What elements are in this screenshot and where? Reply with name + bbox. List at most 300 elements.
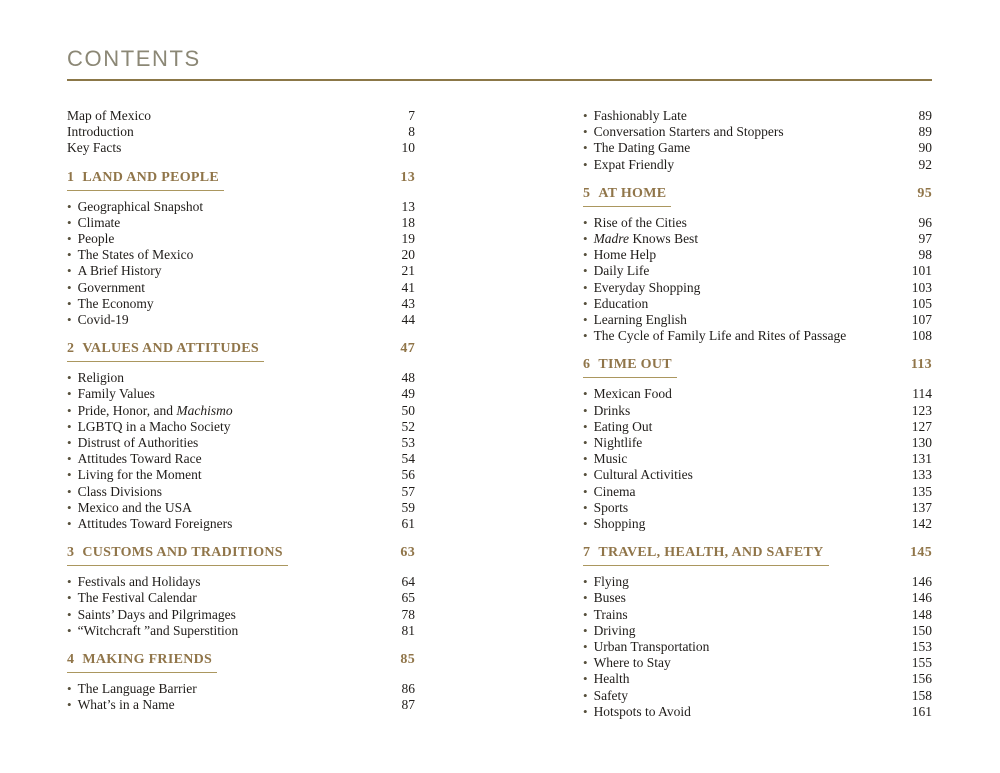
toc-item [67, 590, 415, 606]
toc-item-page: 87 [401, 697, 415, 713]
toc-item-page: 10 [401, 140, 415, 156]
toc-item-text: The Dating Game [593, 140, 691, 156]
toc-item [583, 296, 932, 312]
bullet-icon: • [67, 386, 72, 402]
toc-item-label [67, 386, 155, 402]
toc-item-page: 54 [401, 451, 415, 467]
section-header [67, 340, 415, 362]
toc-item-page: 146 [911, 574, 932, 590]
toc-item-label [67, 435, 198, 451]
toc-item [583, 215, 932, 231]
toc-item-label [583, 280, 700, 296]
toc-item-label [583, 157, 674, 173]
toc-item-page: 86 [401, 681, 415, 697]
toc-item-label [583, 639, 709, 655]
toc-item-text: Urban Transportation [593, 639, 710, 655]
toc-item-page: 131 [911, 451, 932, 467]
bullet-icon: • [583, 622, 588, 638]
toc-item-text: Everyday Shopping [593, 279, 701, 295]
toc-item-label [583, 435, 642, 451]
bullet-icon: • [583, 703, 588, 719]
section-items [583, 215, 932, 345]
toc-item-label [583, 623, 636, 639]
toc-item-label [67, 419, 231, 435]
toc-item-page: 92 [918, 156, 932, 172]
toc-item-label [67, 124, 134, 140]
toc-item [583, 451, 932, 467]
toc-item-label [67, 199, 203, 215]
toc-item-text: Conversation Starters and Stoppers [593, 124, 784, 140]
bullet-icon: • [583, 402, 588, 418]
toc-item-label [583, 590, 626, 606]
toc-item [67, 199, 415, 215]
title-rule [67, 79, 932, 81]
toc-section [67, 340, 415, 532]
bullet-icon: • [583, 279, 588, 295]
toc-item-text: Cinema [593, 483, 636, 499]
toc-item-label [583, 140, 690, 156]
toc-item-text: Introduction [67, 124, 134, 140]
bullet-icon: • [67, 402, 72, 418]
section-title: TRAVEL, HEALTH, AND SAFETY [598, 545, 824, 561]
section-header-text [67, 340, 264, 362]
bullet-icon: • [583, 231, 588, 247]
bullet-icon: • [67, 295, 72, 311]
toc-item [67, 312, 415, 328]
toc-item-text: Drinks [593, 402, 631, 418]
section-page: 113 [910, 357, 932, 373]
bullet-icon: • [583, 655, 588, 671]
toc-item [583, 403, 932, 419]
section-number: 6 [583, 357, 591, 373]
toc-item-label [583, 688, 628, 704]
toc-item-text: “Witchcraft ”and Superstition [77, 622, 239, 638]
toc-item-text: Fashionably Late [593, 108, 687, 123]
toc-item [583, 574, 932, 590]
toc-item-label [67, 607, 236, 623]
toc-item [583, 157, 932, 173]
toc-item-text: People [77, 231, 115, 247]
toc-item-text: Geographical Snapshot [77, 198, 204, 214]
bullet-icon: • [67, 312, 72, 328]
section-header [67, 651, 415, 673]
bullet-icon: • [67, 516, 72, 532]
toc-section [583, 544, 932, 720]
toc-item-text: Learning English [593, 312, 687, 328]
section-header-text [583, 185, 671, 207]
toc-column-left [67, 108, 415, 720]
toc-item-page: 148 [911, 606, 932, 622]
bullet-icon: • [67, 451, 72, 467]
bullet-icon: • [583, 483, 588, 499]
toc-item-label [583, 215, 687, 231]
toc-items-block [67, 108, 415, 157]
bullet-icon: • [67, 499, 72, 515]
section-items [583, 574, 932, 720]
toc-item [583, 671, 932, 687]
bullet-icon: • [583, 140, 588, 156]
toc-item-text: Mexican Food [593, 386, 672, 402]
toc-item-page: 130 [911, 435, 932, 451]
toc-item-label [67, 215, 120, 231]
bullet-icon: • [67, 418, 72, 434]
toc-item [67, 623, 415, 639]
bullet-icon: • [583, 499, 588, 515]
section-title: TIME OUT [598, 357, 672, 373]
toc-item-label [67, 516, 232, 532]
section-title: LAND AND PEOPLE [82, 169, 220, 185]
section-page: 13 [400, 169, 415, 185]
section-header [583, 544, 932, 566]
toc-item [583, 328, 932, 344]
section-page: 47 [400, 341, 415, 357]
section-title: VALUES AND ATTITUDES [82, 341, 259, 357]
toc-item-label [67, 681, 197, 697]
toc-item-text: Flying [593, 574, 629, 590]
toc-item-text: Cultural Activities [593, 467, 693, 483]
toc-item-text: The Language Barrier [77, 681, 197, 697]
toc-item [583, 108, 932, 124]
section-number: 7 [583, 545, 591, 561]
toc-item-page: 150 [911, 622, 932, 638]
toc-item-page: 43 [401, 295, 415, 311]
bullet-icon: • [67, 483, 72, 499]
toc-item-page: 61 [401, 516, 415, 532]
toc-item-label [583, 403, 630, 419]
bullet-icon: • [67, 606, 72, 622]
toc-item [583, 639, 932, 655]
toc-items-block [583, 108, 932, 173]
toc-item-page: 57 [401, 483, 415, 499]
toc-item-page: 20 [401, 247, 415, 263]
toc-item [583, 704, 932, 720]
toc-item-page: 96 [918, 214, 932, 230]
toc-item-label [583, 704, 691, 720]
toc-item-text: Festivals and Holidays [77, 574, 201, 590]
toc-item [583, 435, 932, 451]
toc-item-page: 49 [401, 386, 415, 402]
section-page: 63 [400, 545, 415, 561]
bullet-icon: • [67, 681, 72, 697]
toc-item-page: 155 [911, 655, 932, 671]
toc-item [583, 263, 932, 279]
section-items [583, 386, 932, 532]
section-header [67, 169, 415, 191]
toc-item-text: Trains [593, 606, 628, 622]
toc-item [583, 140, 932, 156]
toc-item-page: 64 [401, 574, 415, 590]
toc-item [67, 280, 415, 296]
bullet-icon: • [67, 214, 72, 230]
toc-item-text: Climate [77, 214, 121, 230]
toc-item-page: 123 [911, 402, 932, 418]
toc-item-page: 18 [401, 214, 415, 230]
toc-item-page: 44 [401, 312, 415, 328]
section-header [583, 356, 932, 378]
toc-item-text: Expat Friendly [593, 156, 675, 172]
toc-item [583, 655, 932, 671]
section-number: 3 [67, 545, 75, 561]
toc-item-label [67, 574, 201, 590]
toc-item-text: Safety [593, 687, 629, 703]
toc-item-page: 161 [911, 703, 932, 719]
toc-item-text: Saints’ Days and Pilgrimages [77, 606, 236, 622]
toc-item-page: 133 [911, 467, 932, 483]
toc-item-text: The Cycle of Family Life and Rites of Passage [593, 328, 847, 344]
toc-item-page: 50 [401, 402, 415, 418]
toc-item-text: Pride, Honor, and Machismo [77, 402, 233, 418]
toc-item [67, 296, 415, 312]
toc-item [67, 516, 415, 532]
section-title: MAKING FRIENDS [82, 652, 213, 668]
toc-item [67, 419, 415, 435]
section-number: 4 [67, 652, 75, 668]
toc-item [67, 124, 415, 140]
toc-item-page: 107 [911, 312, 932, 328]
toc-item-text: Home Help [593, 247, 657, 263]
bullet-icon: • [583, 214, 588, 230]
section-title: AT HOME [598, 185, 667, 201]
toc-item-label [67, 312, 129, 328]
toc-item-page: 81 [401, 622, 415, 638]
toc-item-text: Nightlife [593, 435, 643, 451]
section-header-text [67, 544, 288, 566]
toc-item [583, 419, 932, 435]
toc-item [583, 467, 932, 483]
toc-item-text: Family Values [77, 386, 155, 402]
toc-item [583, 607, 932, 623]
section-number: 5 [583, 185, 591, 201]
section-page: 85 [400, 652, 415, 668]
section-items [67, 370, 415, 532]
toc-item-page: 97 [918, 231, 932, 247]
toc-item-label [67, 247, 193, 263]
toc-item-text: LGBTQ in a Macho Society [77, 418, 231, 434]
toc-item-page: 90 [918, 140, 932, 156]
toc-item-text: Hotspots to Avoid [593, 703, 691, 719]
toc-item-text: Education [593, 295, 649, 311]
toc-item-page: 105 [911, 295, 932, 311]
toc-section [583, 356, 932, 532]
bullet-icon: • [583, 295, 588, 311]
toc-item-page: 53 [401, 435, 415, 451]
toc-item-page: 52 [401, 418, 415, 434]
section-page: 145 [910, 545, 932, 561]
toc-item-label [67, 467, 202, 483]
toc-item-page: 127 [911, 418, 932, 434]
toc-item-label [583, 263, 649, 279]
toc-item [583, 623, 932, 639]
section-items [67, 681, 415, 713]
toc-item-label [67, 296, 154, 312]
toc-item-label [583, 296, 648, 312]
toc-item [67, 607, 415, 623]
bullet-icon: • [583, 516, 588, 532]
bullet-icon: • [583, 687, 588, 703]
bullet-icon: • [583, 590, 588, 606]
toc-item-page: 103 [911, 279, 932, 295]
toc-item-page: 98 [918, 247, 932, 263]
toc-item [583, 124, 932, 140]
toc-item [67, 574, 415, 590]
bullet-icon: • [67, 370, 72, 386]
bullet-icon: • [583, 435, 588, 451]
toc-item-text: Distrust of Authorities [77, 435, 199, 451]
bullet-icon: • [583, 639, 588, 655]
toc-item-page: 101 [911, 263, 932, 279]
toc-item [583, 688, 932, 704]
toc-item-text: Shopping [593, 516, 646, 532]
toc-item-text: A Brief History [77, 263, 162, 279]
page-title: CONTENTS [67, 46, 201, 71]
toc-item-label [583, 124, 784, 140]
toc-item-label [583, 328, 846, 344]
bullet-icon: • [583, 263, 588, 279]
toc-item-label [583, 247, 656, 263]
bullet-icon: • [67, 247, 72, 263]
toc-item [67, 484, 415, 500]
toc-item-text: Class Divisions [77, 483, 162, 499]
toc-item-page: 8 [408, 124, 415, 140]
bullet-icon: • [583, 386, 588, 402]
toc-item-page: 78 [401, 606, 415, 622]
toc-item-label [583, 312, 687, 328]
toc-item-label [583, 500, 628, 516]
toc-item-label [583, 467, 693, 483]
toc-item-text: The States of Mexico [77, 247, 194, 263]
toc-item-label [67, 403, 233, 419]
toc-item [67, 386, 415, 402]
toc-item-page: 135 [911, 483, 932, 499]
toc-item-label [583, 419, 652, 435]
toc-item [67, 247, 415, 263]
toc-item-label [583, 655, 671, 671]
bullet-icon: • [583, 328, 588, 344]
toc-item [583, 280, 932, 296]
toc-item-text: Where to Stay [593, 655, 671, 671]
toc-item [67, 263, 415, 279]
toc-item [67, 140, 415, 156]
toc-item-label [67, 484, 162, 500]
toc-item-page: 137 [911, 499, 932, 515]
bullet-icon: • [67, 467, 72, 483]
toc-item [67, 451, 415, 467]
section-title: CUSTOMS AND TRADITIONS [82, 545, 283, 561]
toc-item-label [67, 590, 197, 606]
toc-item [67, 215, 415, 231]
toc-item [67, 467, 415, 483]
toc-item-label [67, 623, 238, 639]
bullet-icon: • [67, 574, 72, 590]
toc-item-page: 153 [911, 639, 932, 655]
toc-columns [67, 108, 932, 720]
bullet-icon: • [583, 574, 588, 590]
toc-item-text: Mexico and the USA [77, 499, 192, 515]
bullet-icon: • [67, 435, 72, 451]
section-items [67, 574, 415, 639]
toc-section [583, 185, 932, 345]
bullet-icon: • [67, 231, 72, 247]
toc-item-page: 48 [401, 370, 415, 386]
toc-item [583, 231, 932, 247]
toc-item-page: 108 [911, 328, 932, 344]
toc-column-right [583, 108, 932, 720]
bullet-icon: • [583, 467, 588, 483]
toc-item-label [583, 231, 698, 247]
toc-item-page: 158 [911, 687, 932, 703]
toc-item-text: Religion [77, 370, 125, 386]
toc-item [67, 370, 415, 386]
toc-item-text: Eating Out [593, 418, 653, 434]
bullet-icon: • [583, 124, 588, 140]
toc-item-page: 13 [401, 198, 415, 214]
toc-item-text: Key Facts [67, 140, 122, 156]
toc-item [583, 312, 932, 328]
section-header-text [583, 544, 829, 566]
toc-item-page: 56 [401, 467, 415, 483]
section-header [583, 185, 932, 207]
toc-item-text: Health [593, 671, 630, 687]
toc-item-label [583, 484, 636, 500]
toc-item-text: Rise of the Cities [593, 214, 687, 230]
toc-item-page: 59 [401, 499, 415, 515]
toc-item [583, 590, 932, 606]
toc-item-label [583, 671, 630, 687]
toc-item-page: 65 [401, 590, 415, 606]
toc-item-page: 21 [401, 263, 415, 279]
toc-item-text: Government [77, 279, 146, 295]
toc-item-text: Sports [593, 499, 629, 515]
toc-item-label [583, 451, 627, 467]
page-header [67, 46, 932, 89]
toc-item-page: 7 [408, 108, 415, 123]
toc-item-text: Covid-19 [77, 312, 129, 328]
toc-item-page: 89 [918, 124, 932, 140]
toc-item-text: Living for the Moment [77, 467, 202, 483]
toc-item-text: Driving [593, 622, 636, 638]
bullet-icon: • [583, 108, 588, 123]
toc-item-label [67, 370, 124, 386]
bullet-icon: • [67, 263, 72, 279]
toc-item-label [67, 451, 202, 467]
bullet-icon: • [67, 590, 72, 606]
bullet-icon: • [583, 418, 588, 434]
toc-item [67, 231, 415, 247]
toc-item [67, 108, 415, 124]
toc-item [67, 403, 415, 419]
section-page: 95 [917, 185, 932, 201]
toc-item [583, 500, 932, 516]
bullet-icon: • [583, 671, 588, 687]
toc-item-label [67, 500, 192, 516]
toc-item-label [583, 108, 687, 124]
toc-item-text: Buses [593, 590, 626, 606]
toc-item-page: 146 [911, 590, 932, 606]
toc-item [583, 516, 932, 532]
toc-item-text: What’s in a Name [77, 697, 175, 713]
toc-item-label [67, 231, 114, 247]
section-header-text [583, 356, 677, 378]
toc-item-text: Daily Life [593, 263, 650, 279]
bullet-icon: • [583, 312, 588, 328]
section-header [67, 544, 415, 566]
section-number: 2 [67, 341, 75, 357]
section-header-text [67, 169, 224, 191]
section-header-text [67, 651, 217, 673]
toc-item-page: 41 [401, 279, 415, 295]
toc-item [583, 484, 932, 500]
bullet-icon: • [67, 279, 72, 295]
